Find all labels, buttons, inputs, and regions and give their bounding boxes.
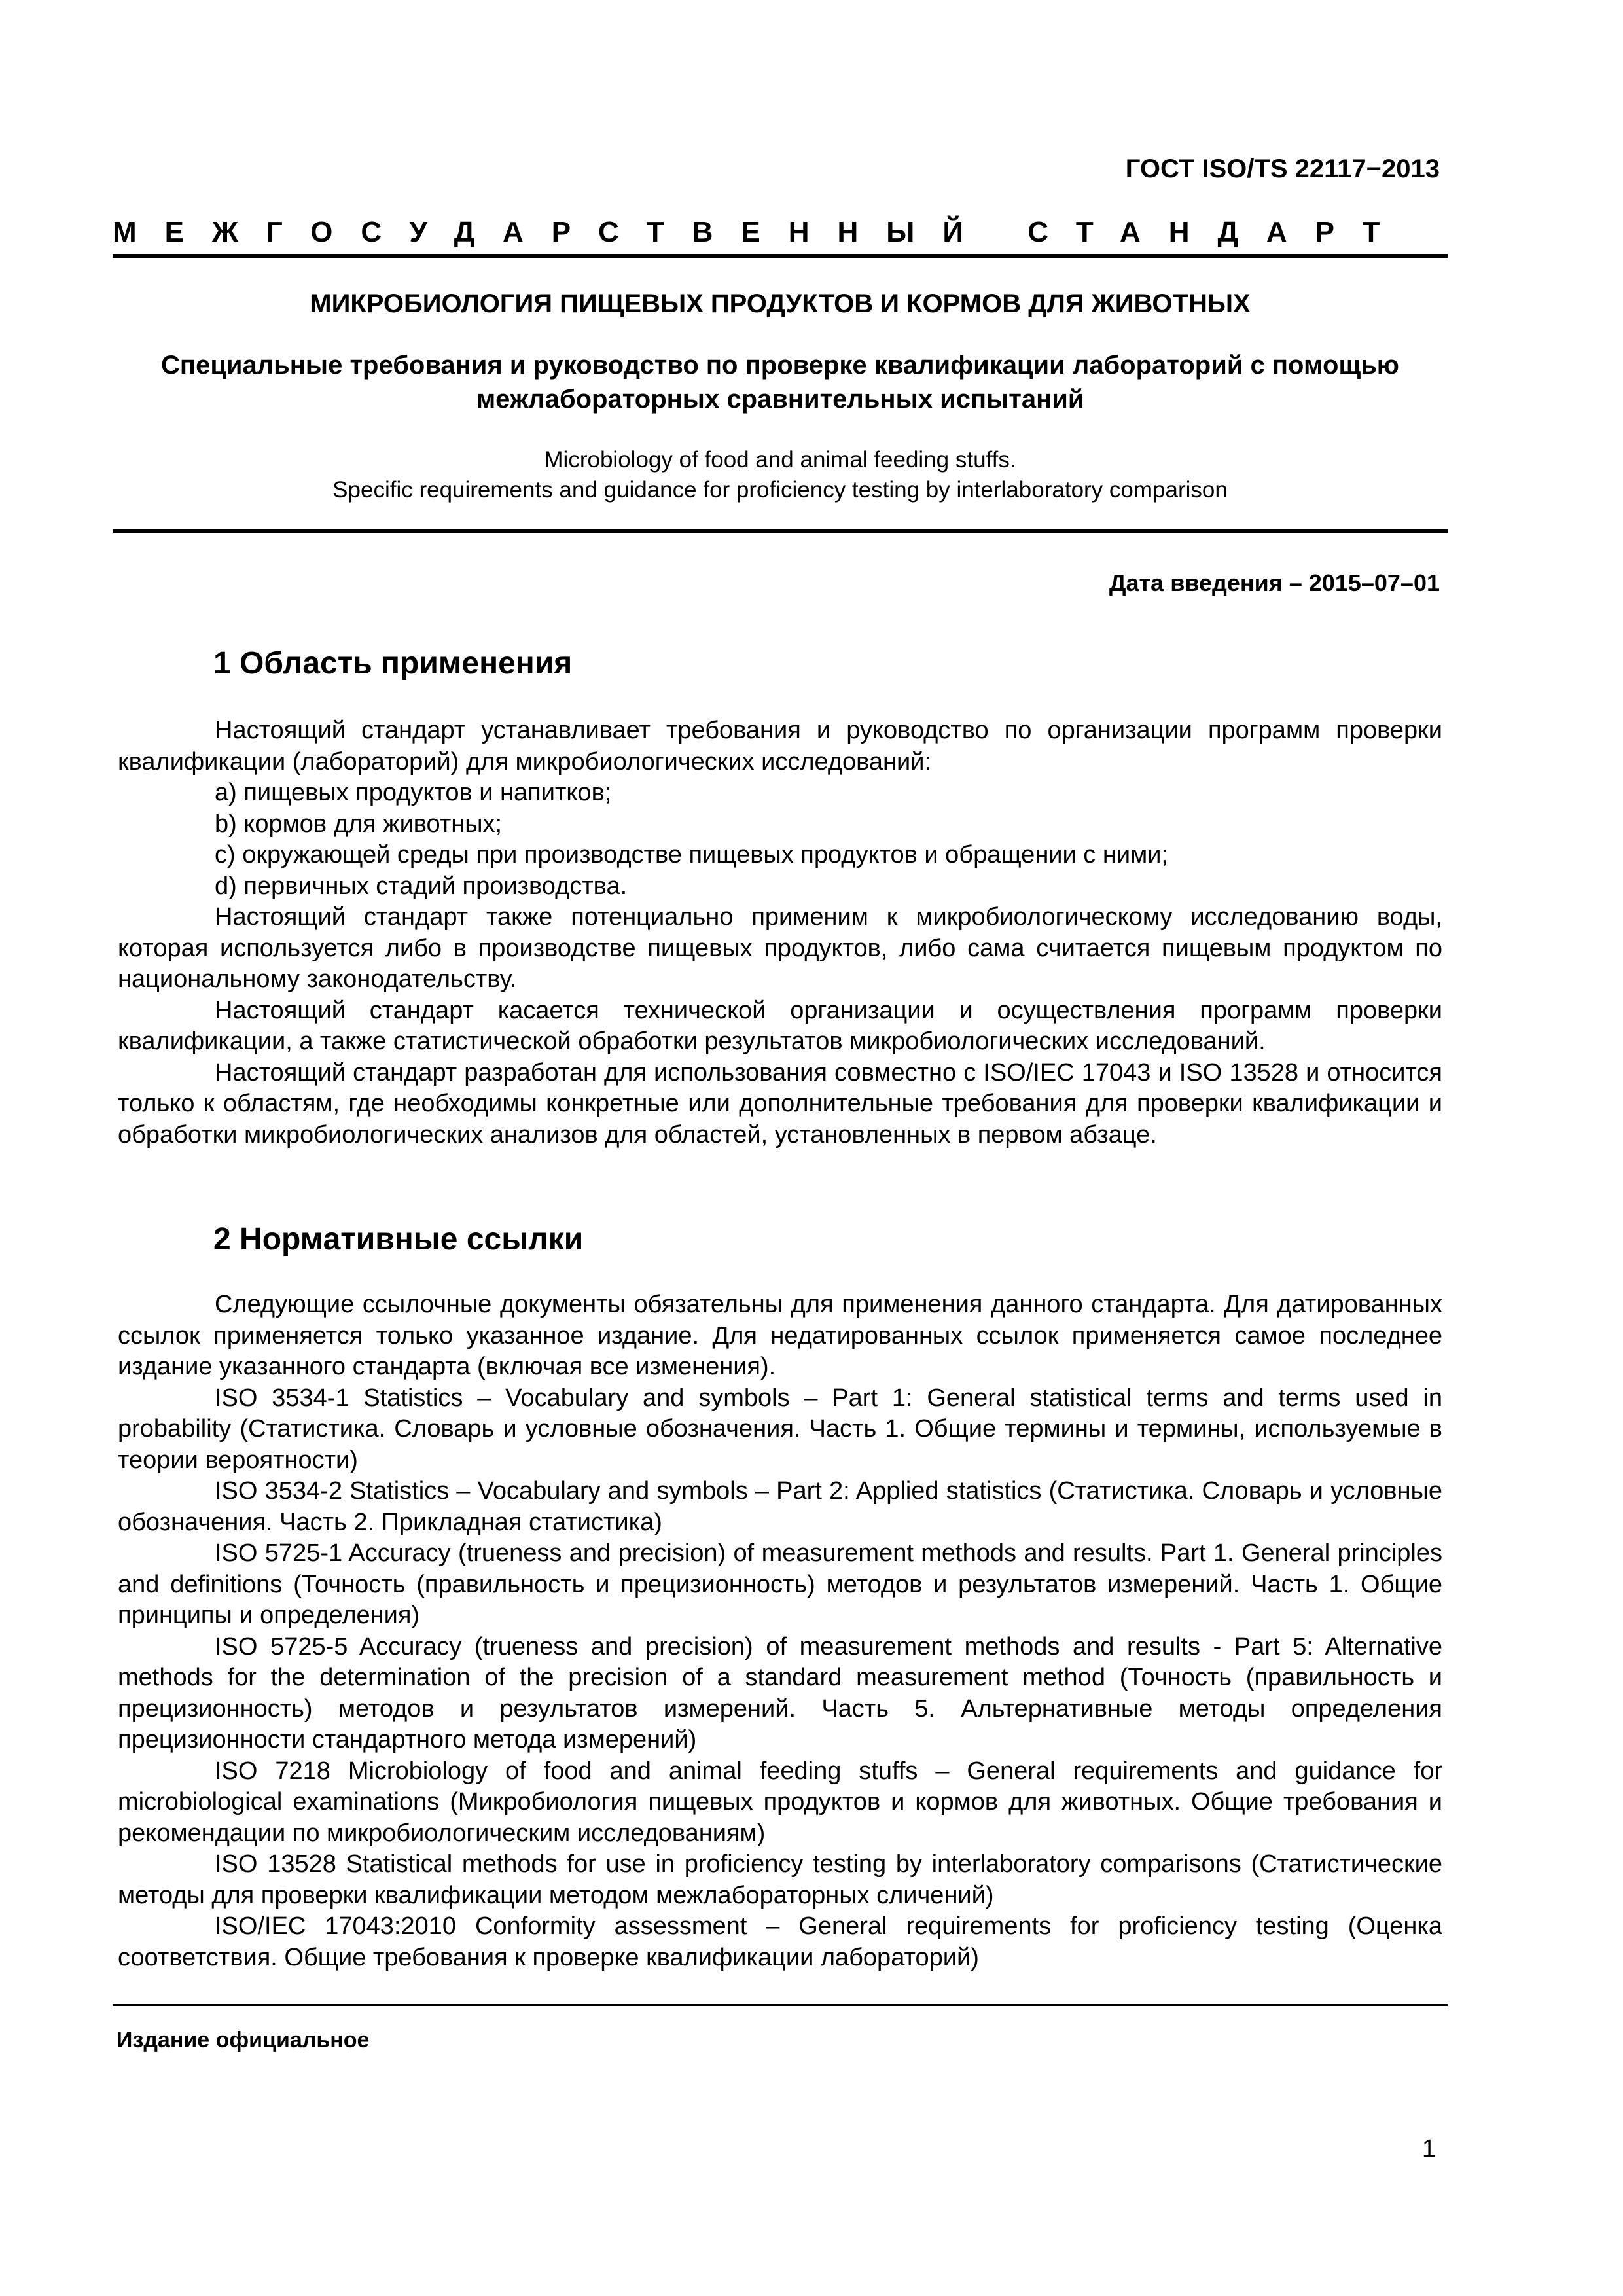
- footer-rule: [113, 2004, 1448, 2006]
- page-number: 1: [1421, 2135, 1436, 2162]
- introduction-date: Дата введения – 2015–07–01: [1109, 569, 1440, 596]
- scope-list-item: b) кормов для животных;: [215, 810, 503, 838]
- section-1-heading: 1 Область применения: [213, 646, 573, 681]
- interstate-standard-label: МЕЖГОСУДАРСТВЕННЫЙ СТАНДАРТ: [113, 216, 1408, 248]
- subtitle-ru: [113, 348, 1448, 416]
- section-2-body: [118, 1289, 1442, 1973]
- document-code: ГОСТ ISO/TS 22117−2013: [1125, 154, 1440, 183]
- official-edition-label: Издание официальное: [116, 2028, 370, 2053]
- scope-list-item: d) первичных стадий производства.: [215, 872, 628, 900]
- top-rule: [113, 254, 1448, 258]
- main-title: МИКРОБИОЛОГИЯ ПИЩЕВЫХ ПРОДУКТОВ И КОРМОВ ДЛЯ ЖИВОТНЫХ: [310, 289, 1251, 318]
- normative-reference: ISO 5725-1 Accuracy (trueness and precision) of measurement methods and results. Part 1. General principles and definitions (Точность (правильность и прецизионность) методов и результатов измерений. Часть 1. Общие принципы и определения): [118, 1539, 1442, 1629]
- normative-reference: ISO 13528 Statistical methods for use in proficiency testing by interlaboratory comparisons (Статистические методы для проверки квалификации методом межлабораторных сличений): [118, 1850, 1442, 1909]
- title-en: [113, 445, 1448, 505]
- normative-reference: ISO/IEC 17043:2010 Conformity assessment – General requirements for proficiency testing (Оценка соответствия. Общие требования к проверке квалификации лабораторий): [118, 1912, 1442, 1971]
- title-en-line-1: Microbiology of food and animal feeding stuffs.: [544, 447, 1016, 473]
- section-2-heading: 2 Нормативные ссылки: [213, 1222, 584, 1257]
- section-1-paragraph: Настоящий стандарт касается технической организации и осуществления программ проверки квалификации, а также статистической обработки результатов микробиологических исследований.: [118, 996, 1442, 1055]
- subtitle-ru-line-1: Специальные требования и руководство по проверке квалификации лабораторий с помощью: [161, 351, 1399, 380]
- section-1-paragraph: Настоящий стандарт также потенциально применим к микробиологическому исследованию воды, которая используется либо в производстве пищевых продуктов, либо сама считается пищевым продуктом по национальному законодательству.: [118, 903, 1442, 993]
- normative-reference: ISO 3534-1 Statistics – Vocabulary and symbols – Part 1: General statistical terms and terms used in probability (Статистика. Словарь и условные обозначения. Часть 1. Общие термины и термины, используемые в теории вероятности): [118, 1384, 1442, 1474]
- section-1-body: [118, 715, 1442, 1151]
- scope-list-item: a) пищевых продуктов и напитков;: [215, 779, 612, 806]
- title-en-line-2: Specific requirements and guidance for proficiency testing by interlaboratory comparison: [332, 477, 1228, 503]
- section-1-paragraph: Настоящий стандарт разработан для использования совместно с ISO/IEC 17043 и ISO 13528 и относится только к областям, где необходимы конкретные или дополнительные требования для проверки квалификации и обработки микробиологических анализов для областей, установленных в первом абзаце.: [118, 1058, 1442, 1149]
- scope-list-item: c) окружающей среды при производстве пищевых продуктов и обращении с ними;: [215, 841, 1168, 869]
- normative-reference: ISO 5725-5 Accuracy (trueness and precision) of measurement methods and results - Part 5: Alternative methods for the determination of the precision of a standard measurement method (Точность (правильность и прецизионность) методов и результатов измерений. Часть 5. Альтернативные методы определения прецизионности стандартного метода измерений): [118, 1632, 1442, 1753]
- title-block-rule: [113, 529, 1448, 533]
- subtitle-ru-line-2: межлабораторных сравнительных испытаний: [476, 385, 1084, 414]
- section-2-intro: Следующие ссылочные документы обязательны для применения данного стандарта. Для датированных ссылок применяется только указанное издание. Для недатированных ссылок применяется самое последнее издание указанного стандарта (включая все изменения).: [118, 1291, 1442, 1380]
- normative-reference: ISO 3534-2 Statistics – Vocabulary and symbols – Part 2: Applied statistics (Статистика. Словарь и условные обозначения. Часть 2. Прикладная статистика): [118, 1477, 1442, 1536]
- section-1-paragraph: Настоящий стандарт устанавливает требования и руководство по организации программ проверки квалификации (лабораторий) для микробиологических исследований:: [118, 717, 1442, 776]
- normative-reference: ISO 7218 Microbiology of food and animal feeding stuffs – General requirements and guidance for microbiological examinations (Микробиология пищевых продуктов и кормов для животных. Общие требования и рекомендации по микробиологическим исследованиям): [118, 1757, 1442, 1847]
